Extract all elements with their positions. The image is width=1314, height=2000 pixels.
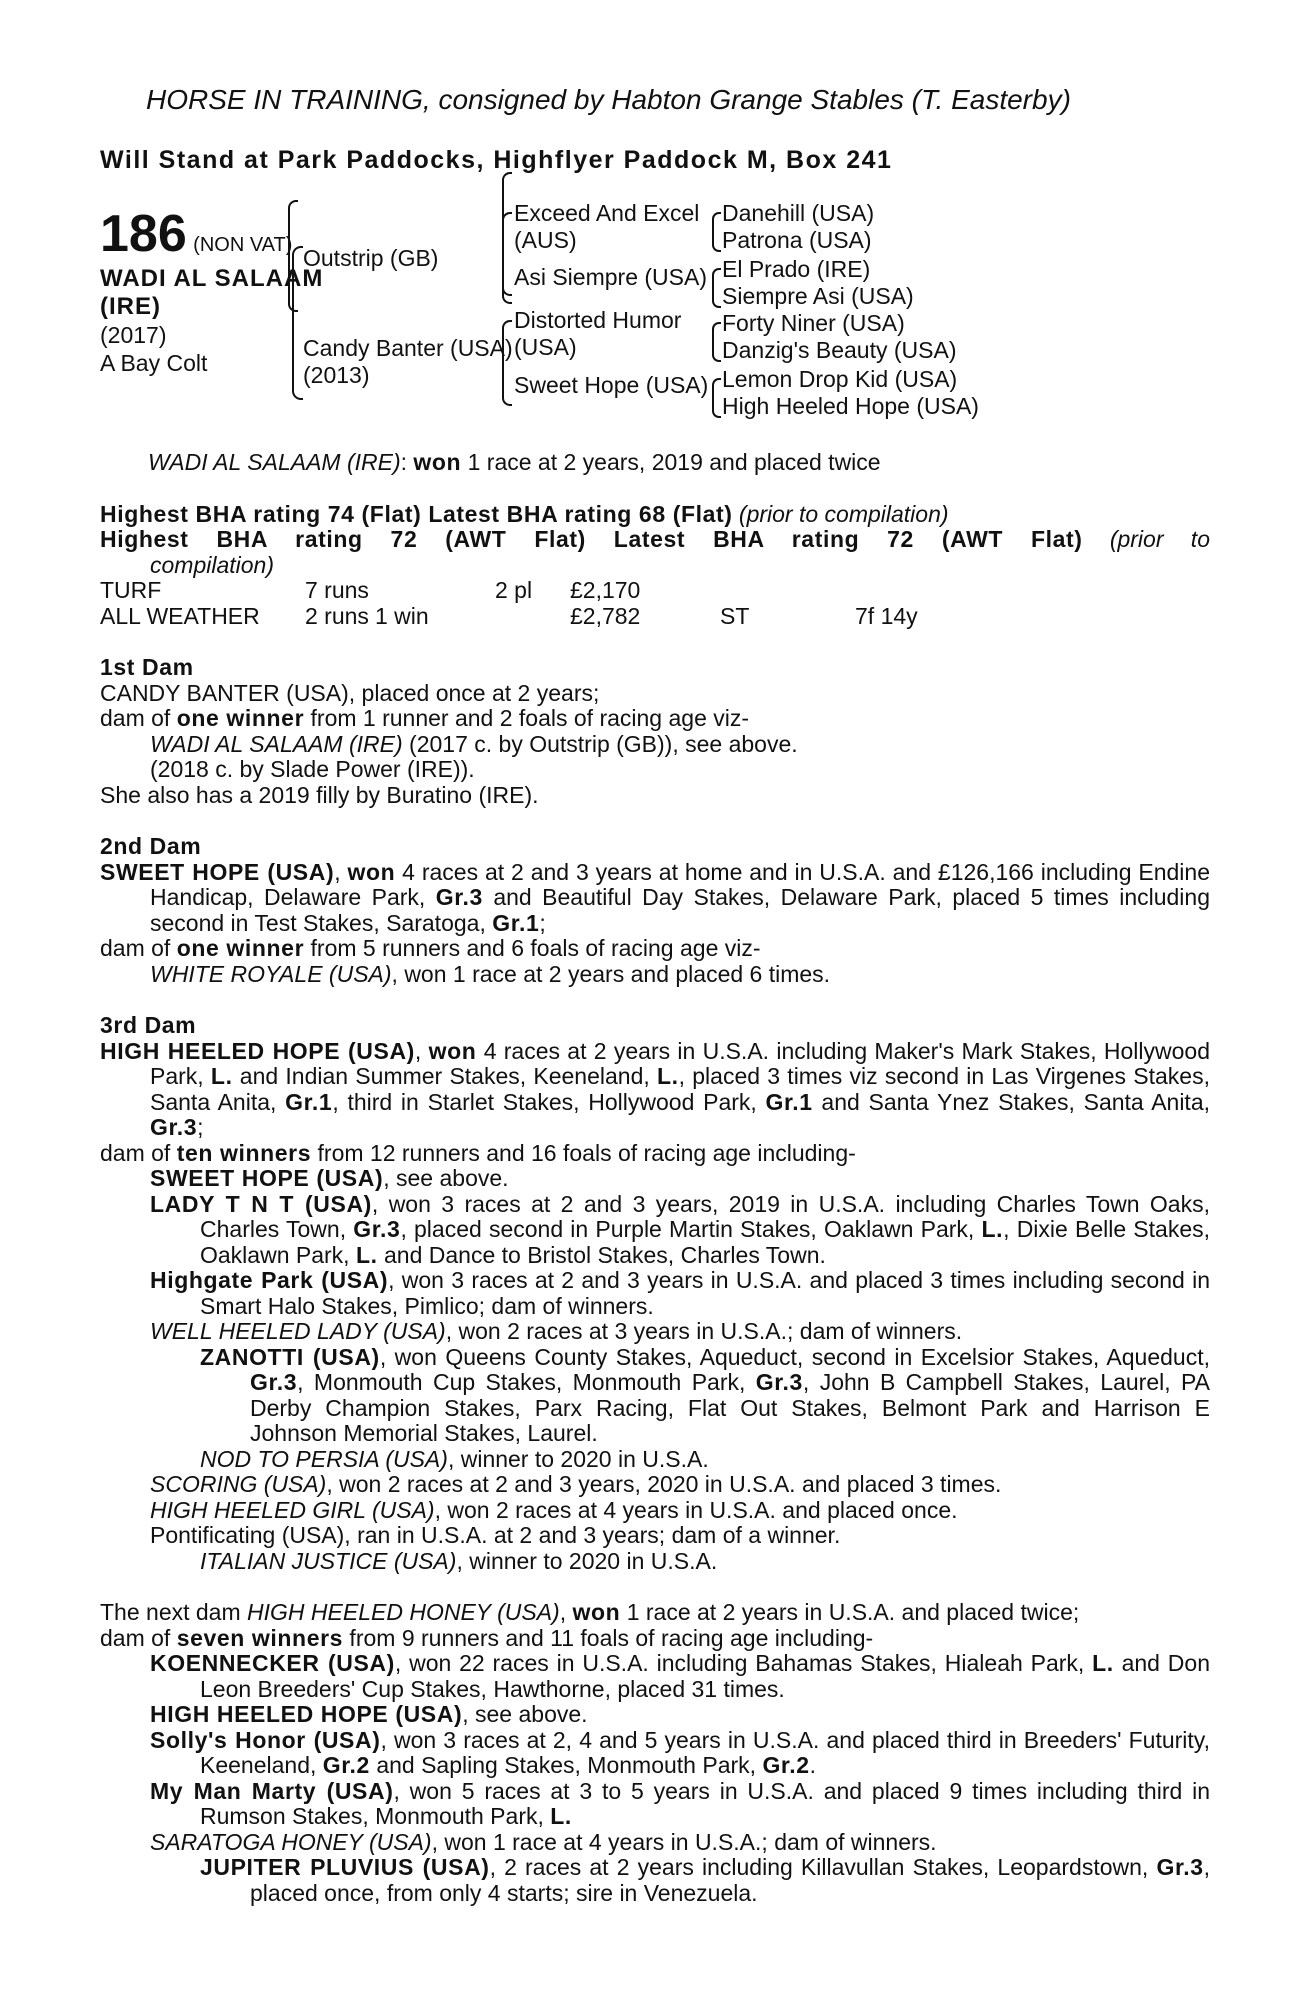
third-dam-section: 3rd Dam HIGH HEELED HOPE (USA), won 4 races at 2 years in U.S.A. including Maker's Mark Stakes, Hollywood Park, L. and Indian Summer Stakes, Keeneland, L., placed 3 times viz second in Las Virgenes Stakes, Santa Anita, Gr.1, third in Starlet Stakes, Hollywood Park, Gr.1 and Santa Ynez Stakes, Santa Anita, Gr.3; dam of ten winners from 12 runners and 16 foals of racing age including- SWEET HOPE (USA), see above. LADY T N T (USA), won 3 races at 2 and 3 years, 2019 in U.S.A. including Charles Town Oaks, Charles Town, Gr.3, placed second in Purple Martin Stakes, Oaklawn Park, L., Dixie Belle Stakes, Oaklawn Park, L. and Dance to Bristol Stakes, Charles Town. Highgate Park (USA), won 3 races at 2 and 3 years in U.S.A. and placed 3 times including second in Smart Halo Stakes, Pimlico; dam of winners. WELL HEELED LADY (USA), won 2 races at 3 years in U.S.A.; dam of winners. ZANOTTI (USA), won Queens County Stakes, Aqueduct, second in Excelsior Stakes, Aqueduct, Gr.3, Monmouth Cup Stakes, Monmouth Park, Gr.3, John B Campbell Stakes, Laurel, PA Derby Champion Stakes, Parx Racing, Flat Out Stakes, Belmont Park and Harrison E Johnson Memorial Stakes, Laurel. NOD TO PERSIA (USA), winner to 2020 in U.S.A. SCORING (USA), won 2 races at 2 and 3 years, 2020 in U.S.A. and placed 3 times. HIGH HEELED GIRL (USA), won 2 races at 4 years in U.S.A. and placed once. Pontificating (USA), ran in U.S.A. at 2 and 3 years; dam of a winner. ITALIAN JUSTICE (USA), winner to 2020 in U.S.A.	[100, 1012, 1211, 1574]
catalogue-body	[100, 450, 1210, 1906]
pedigree-sd: Asi Siempre (USA)	[514, 264, 707, 290]
record-surface: TURF	[100, 577, 162, 603]
pedigree-ss: Exceed And Excel (AUS)	[514, 200, 700, 253]
pedigree-ssd: Patrona (USA)	[722, 227, 872, 253]
record-runs: 2 runs	[305, 602, 369, 629]
col4-brace-3	[712, 322, 721, 362]
record-placed: 2 pl	[495, 577, 533, 603]
record-runs: 7 runs	[305, 577, 369, 603]
record-earnings: £2,782	[570, 602, 641, 629]
ratings: Highest BHA rating 74 (Flat) Latest BHA rating 68 (Flat) (prior to compilation) Highest BHA rating 72 (AWT Flat) Latest BHA rating 72 (AWT Flat) (prior to compilation)	[100, 500, 1210, 578]
col4-brace-1	[712, 212, 721, 252]
pedigree-sire: Outstrip (GB)	[303, 245, 439, 271]
pedigree-ds: Distorted Humor (USA)	[514, 307, 682, 360]
record-distance	[855, 578, 955, 604]
col3-top-brace	[502, 212, 512, 296]
col4-brace-4	[712, 378, 721, 418]
second-dam-section: 2nd Dam SWEET HOPE (USA), won 4 races at 2 and 3 years at home and in U.S.A. and £126,166 including Endine Handicap, Delaware Park, Gr.3 and Beautiful Day Stakes, Delaware Park, placed 5 times including second in Test Stakes, Saratoga, Gr.1; dam of one winner from 5 runners and 6 foals of racing age viz- WHITE ROYALE (USA), won 1 race at 2 years and placed 6 times.	[100, 833, 1211, 987]
record-wins	[375, 578, 495, 604]
record-row	[100, 578, 955, 604]
foaling-year: (2017)	[100, 322, 167, 348]
pedigree-sss: Danehill (USA)	[722, 200, 875, 226]
section-heading: 1st Dam	[100, 654, 194, 680]
pedigree-dsd: Danzig's Beauty (USA)	[722, 337, 957, 363]
pedigree-dds: Lemon Drop Kid (USA)	[722, 366, 958, 392]
next-dam-section: The next dam HIGH HEELED HONEY (USA), won 1 race at 2 years in U.S.A. and placed twice; dam of seven winners from 9 runners and 11 foals of racing age including- KOENNECKER (USA), won 22 races in U.S.A. including Bahamas Stakes, Hialeah Park, L. and Don Leon Breeders' Cup Stakes, Hawthorne, placed 31 times. HIGH HEELED HOPE (USA), see above. Solly's Honor (USA), won 3 races at 2, 4 and 5 years in U.S.A. and placed third in Breeders' Futurity, Keeneland, Gr.2 and Sapling Stakes, Monmouth Park, Gr.2. My Man Marty (USA), won 5 races at 3 to 5 years in U.S.A. and placed 9 times including third in Rumson Stakes, Monmouth Park, L. SARATOGA HONEY (USA), won 1 race at 4 years in U.S.A.; dam of winners. JUPITER PLUVIUS (USA), 2 races at 2 years including Killavullan Stakes, Leopardstown, Gr.3, placed once, from only 4 starts; sire in Venezuela.	[100, 1599, 1211, 1906]
horse-description: A Bay Colt	[100, 350, 208, 376]
horse-name: WADI AL SALAAM (IRE)	[100, 265, 324, 320]
page-title: HORSE IN TRAINING, consigned by Habton Grange Stables (T. Easterby)	[146, 84, 1071, 115]
catalogue-page	[100, 0, 1210, 2000]
stand-location: Will Stand at Park Paddocks, Highflyer Paddock M, Box 241	[100, 146, 893, 174]
record-surface: ALL WEATHER	[100, 602, 260, 629]
record-earnings: £2,170	[570, 577, 641, 603]
record-wins: 1 win	[375, 602, 429, 629]
pedigree-dd: Sweet Hope (USA)	[514, 372, 709, 398]
record-going: ST	[720, 602, 750, 629]
vat-status: (NON VAT)	[193, 234, 293, 256]
sire-brace-col2	[292, 246, 303, 400]
record-distance: 7f 14y	[855, 602, 918, 629]
pedigree-sdd: Siempre Asi (USA)	[722, 283, 914, 309]
record-row	[100, 604, 955, 630]
pedigree-dam: Candy Banter (USA) (2013)	[303, 335, 513, 388]
section-heading: 3rd Dam	[100, 1012, 197, 1038]
pedigree-dss: Forty Niner (USA)	[722, 310, 905, 336]
lot-number: 186	[100, 205, 187, 263]
record-placed	[495, 604, 570, 630]
pedigree-sds: El Prado (IRE)	[722, 256, 871, 282]
race-record-table	[100, 578, 955, 629]
horse-summary: WADI AL SALAAM (IRE): won 1 race at 2 years, 2019 and placed twice	[148, 449, 881, 475]
col3-bottom-brace	[502, 320, 512, 406]
first-dam-section: 1st Dam CANDY BANTER (USA), placed once at 2 years; dam of one winner from 1 runner and 2 foals of racing age viz- WADI AL SALAAM (IRE) (2017 c. by Outstrip (GB)), see above. (2018 c. by Slade Power (IRE)). She also has a 2019 filly by Buratino (IRE).	[100, 655, 1210, 808]
record-going	[720, 578, 855, 604]
pedigree-ddd: High Heeled Hope (USA)	[722, 393, 979, 419]
section-heading: 2nd Dam	[100, 833, 202, 859]
col4-brace-2	[712, 268, 721, 308]
